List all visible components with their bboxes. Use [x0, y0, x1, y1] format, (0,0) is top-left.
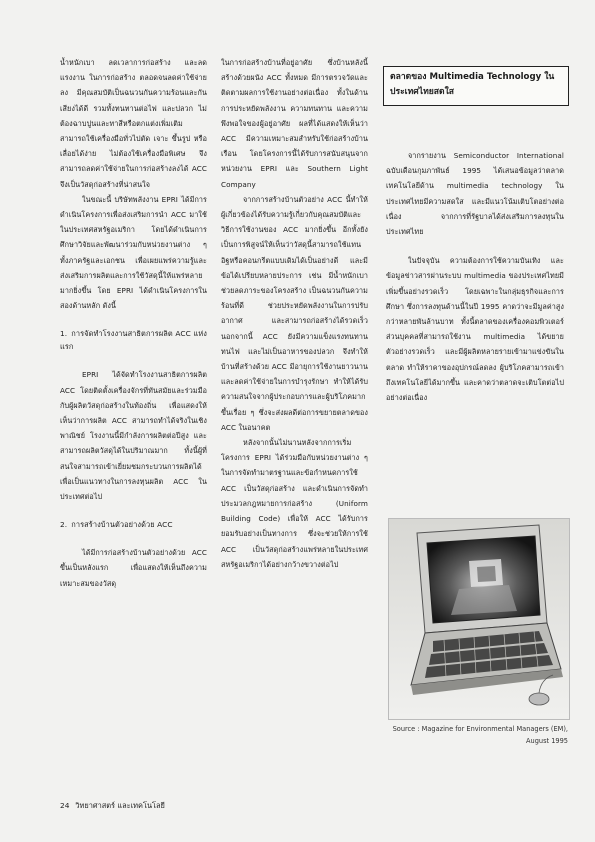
paragraph: ในการก่อสร้างบ้านที่อยู่อาศัย ซึ่งบ้านหลังนี้สร้างด้วยผนัง ACC ทั้งหมด มีการตรวจวัดและติดตามผลการใช้งานอย่างต่อเนื่อง ทั้งในด้านการประหยัดพลังงาน ความทนทาน และความพึงพอใจของผู้อยู่อาศัย ผลที่ได้แสดงให้เห็นว่า ACC มีความเหมาะสมสำหรับใช้ก่อสร้างบ้านเรือน โดยโครงการนี้ได้รับการสนับสนุนจากหน่วยงาน EPRI และ Southern Light Company [221, 58, 368, 189]
heading-text: การจัดทำโรงงานสาธิตการผลิต ACC แห่งแรก [60, 329, 207, 352]
paragraph: จากการสร้างบ้านตัวอย่าง ACC นี้ทำให้ผู้เกี่ยวข้องได้รับความรู้เกี่ยวกับคุณสมบัติและวิธีการใช้งานของ ACC มากยิ่งขึ้น อีกทั้งยังเป็นการพิสูจน์ให้เห็นว่าวัสดุนี้สามารถใช้แทนอิฐหรือคอนกรีตแบบเดิมได้เป็นอย่างดี และมีข้อได้เปรียบหลายประการ เช่น มีน้ำหนักเบา ช่วยลดภาระของโครงสร้าง เป็นฉนวนกันความร้อนที่ดี ช่วยประหยัดพลังงานในการปรับอากาศ และสามารถก่อสร้างได้รวดเร็ว นอกจากนี้ ACC ยังมีความแข็งแรงทนทาน ทนไฟ และไม่เป็นอาหารของปลวก จึงทำให้บ้านที่สร้างด้วย ACC มีอายุการใช้งานยาวนาน และลดค่าใช้จ่ายในการบำรุงรักษา ทำให้ได้รับความสนใจจากผู้ประกอบการและผู้บริโภคมากขึ้นเรื่อย ๆ ซึ่งจะส่งผลดีต่อการขยายตลาดของ ACC ในอนาคต [221, 194, 368, 432]
page-footer [60, 800, 165, 812]
paragraph: ในขณะนี้ บริษัทพลังงาน EPRI ได้มีการดำเนินโครงการเพื่อส่งเสริมการนำ ACC มาใช้ในประเทศสหรัฐอเมริกา โดยได้ดำเนินการศึกษาวิจัยและพัฒนาร่วมกับหน่วยงานต่าง ๆ ทั้งภาครัฐและเอกชน เพื่อเผยแพร่ความรู้และส่งเสริมการผลิตและการใช้วัสดุนี้ให้แพร่หลายมากยิ่งขึ้น โดย EPRI ได้ดำเนินโครงการในสองด้านหลัก ดังนี้ [60, 194, 207, 311]
paragraph: จากรายงาน Semiconductor International ฉบับเดือนกุมภาพันธ์ 1995 ได้เสนอข้อมูลว่าตลาดเทคโนโลยีด้าน multimedia technology ในประเทศไทยมีความสดใส และมีแนวโน้มเติบโตอย่างต่อเนื่อง จากการที่รัฐบาลได้ส่งเสริมการลงทุนในประเทศไทย [386, 151, 564, 237]
section-heading-1 [60, 327, 207, 353]
laptop-photo-icon [389, 519, 569, 719]
paragraph: หลังจากนั้นไม่นานหลังจากการเริ่มโครงการ EPRI ได้ร่วมมือกับหน่วยงานต่าง ๆ ในการจัดทำมาตรฐานและข้อกำหนดการใช้ ACC เป็นวัสดุก่อสร้าง และดำเนินการจัดทำประมวลกฎหมายการก่อสร้าง (Uniform Building Code) เพื่อให้ ACC ได้รับการยอมรับอย่างเป็นทางการ ซึ่งจะช่วยให้การใช้ ACC เป็นวัสดุก่อสร้างแพร่หลายในประเทศสหรัฐอเมริกาได้อย่างกว้างขวางต่อไป [221, 438, 368, 569]
magazine-name: วิทยาศาสตร์ และเทคโนโลยี [75, 801, 165, 810]
heading-text: การสร้างบ้านตัวอย่างด้วย ACC [71, 520, 173, 530]
sidebar-title-box [383, 66, 569, 106]
paragraph: ได้มีการก่อสร้างบ้านตัวอย่างด้วย ACC ขึ้นเป็นหลังแรก เพื่อแสดงให้เห็นถึงความเหมาะสมของวัสดุ [60, 548, 207, 588]
laptop-photo [388, 518, 570, 720]
sidebar-title: ตลาดของ Multimedia Technology ในประเทศไทยสดใส [390, 72, 555, 97]
heading-number: 2. [60, 520, 68, 530]
text-column-1 [60, 55, 207, 591]
text-column-2 [221, 55, 368, 572]
paragraph: ในปัจจุบัน ความต้องการใช้ความบันเทิง และข้อมูลข่าวสารผ่านระบบ multimedia ของประเทศไทยมีเพิ่มขึ้นอย่างรวดเร็ว โดยเฉพาะในกลุ่มธุรกิจและการศึกษา ซึ่งการลงทุนด้านนี้ในปี 1995 คาดว่าจะมีมูลค่าสูงกว่าหลายพันล้านบาท ทั้งนี้ตลาดของเครื่องคอมพิวเตอร์ส่วนบุคคลที่สามารถใช้งาน multimedia ได้ขยายตัวอย่างรวดเร็ว และมีผู้ผลิตหลายรายเข้ามาแข่งขันในตลาด ทำให้ราคาของอุปกรณ์ลดลง ผู้บริโภคสามารถเข้าถึงเทคโนโลยีได้มากขึ้น และคาดว่าตลาดจะเติบโตต่อไปอย่างต่อเนื่อง [386, 256, 564, 403]
photo-caption: Source : Magazine for Environmental Managers (EM), August 1995 [392, 725, 568, 745]
paragraph: EPRI ได้จัดทำโรงงานสาธิตการผลิต ACC โดยติดตั้งเครื่องจักรที่ทันสมัยและร่วมมือกับผู้ผลิตวัสดุก่อสร้างในท้องถิ่น เพื่อแสดงให้เห็นว่าการผลิต ACC สามารถทำได้จริงในเชิงพาณิชย์ โรงงานนี้มีกำลังการผลิตต่อปีสูง และสามารถผลิตวัสดุได้ในปริมาณมาก ทั้งนี้ผู้ที่สนใจสามารถเข้าเยี่ยมชมกระบวนการผลิตได้ เพื่อเป็นแนวทางในการลงทุนผลิต ACC ในประเทศต่อไป [60, 370, 207, 502]
section-heading-2 [60, 518, 207, 531]
heading-number: 1. [60, 329, 68, 339]
text-column-3 [386, 148, 564, 405]
paragraph: น้ำหนักเบา ลดเวลาการก่อสร้าง และลดแรงงาน ในการก่อสร้าง ตลอดจนลดค่าใช้จ่ายลง มีคุณสมบัติเป็นฉนวนกันความร้อนและกันเสียงได้ดี รวมทั้งทนทานต่อไฟ และปลวก ไม่ต้องฉาบปูนและทาสีหรือตกแต่งเพิ่มเติม สามารถใช้เครื่องมือทั่วไปตัด เจาะ ขึ้นรูป หรือเลื่อยได้ง่าย ไม่ต้องใช้เครื่องมือพิเศษ จึงสามารถลดค่าใช้จ่ายในการก่อสร้างลงได้ ACC จึงเป็นวัสดุก่อสร้างที่น่าสนใจ [60, 58, 207, 189]
page-number: 24 [60, 801, 70, 810]
